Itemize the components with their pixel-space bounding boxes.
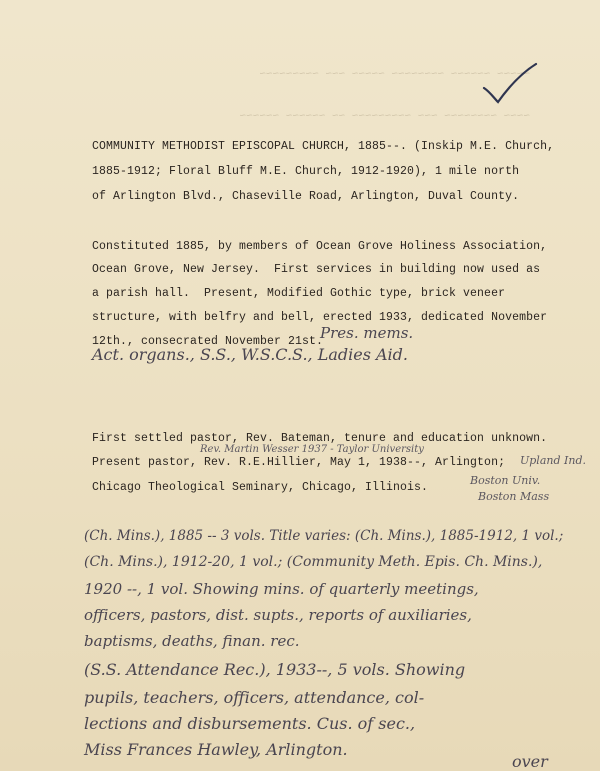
over-note: over — [512, 752, 548, 771]
note-upland: Upland Ind. — [520, 454, 586, 467]
heading-line-1: COMMUNITY METHODIST EPISCOPAL CHURCH, 1885--. (Inskip M.E. Church, — [92, 140, 555, 153]
history-line-5: 12th., consecrated November 21st. — [92, 335, 324, 348]
note-pastor-above: Rev. Martin Wesser 1937 - Taylor University — [200, 444, 424, 455]
note-boston-univ: Boston Univ. — [470, 474, 541, 487]
history-line-4: structure, with belfry and bell, erected 1933, dedicated November — [92, 311, 548, 324]
history-line-2: Ocean Grove, New Jersey. First services in building now used as — [92, 263, 541, 276]
attendance-line-4: Miss Frances Hawley, Arlington. — [84, 740, 348, 759]
history-line-1: Constituted 1885, by members of Ocean Grove Holiness Association, — [92, 240, 548, 253]
records-line-3: 1920 --, 1 vol. Showing mins. of quarterly meetings, — [84, 580, 479, 598]
pastors-line-3: Chicago Theological Seminary, Chicago, Illinois. — [92, 481, 429, 494]
check-mark-icon — [480, 60, 540, 105]
heading-line-3: of Arlington Blvd., Chaseville Road, Arlington, Duval County. — [92, 190, 520, 203]
records-line-5: baptisms, deaths, finan. rec. — [84, 632, 300, 650]
note-boston-mass: Boston Mass — [478, 490, 550, 503]
records-line-2: (Ch. Mins.), 1912-20, 1 vol.; (Community Meth. Epis. Ch. Mins.), — [84, 554, 543, 570]
history-line-3: a parish hall. Present, Modified Gothic type, brick veneer — [92, 287, 506, 300]
pastors-line-1: First settled pastor, Rev. Bateman, tenure and education unknown. — [92, 432, 548, 445]
note-organizations: Act. organs., S.S., W.S.C.S., Ladies Aid. — [92, 345, 408, 364]
pastors-line-2: Present pastor, Rev. R.E.Hillier, May 1, 1938--, Arlington; — [92, 456, 506, 469]
attendance-line-3: lections and disbursements. Cus. of sec., — [84, 714, 416, 733]
attendance-line-2: pupils, teachers, officers, attendance, col- — [84, 688, 425, 707]
heading-line-2: 1885-1912; Floral Bluff M.E. Church, 1912-1920), 1 mile north — [92, 165, 520, 178]
records-line-4: officers, pastors, dist. supts., reports of auxiliaries, — [84, 606, 472, 624]
bleed-through-text: ~~~~~ ~~~~~~ ~~~~~~~~ ~~~~~ ~~~ ~~~~~~~~~ ~~~~ ~~~~~~~~ ~~~ ~~~~~~~~~ ~~ ~~~~~~ ~~~~~~ — [239, 69, 530, 123]
note-pres-mems: Pres. mems. — [320, 324, 414, 342]
records-line-1: (Ch. Mins.), 1885 -- 3 vols. Title varies: (Ch. Mins.), 1885-1912, 1 vol.; — [84, 528, 564, 544]
attendance-line-1: (S.S. Attendance Rec.), 1933--, 5 vols. Showing — [84, 660, 466, 679]
